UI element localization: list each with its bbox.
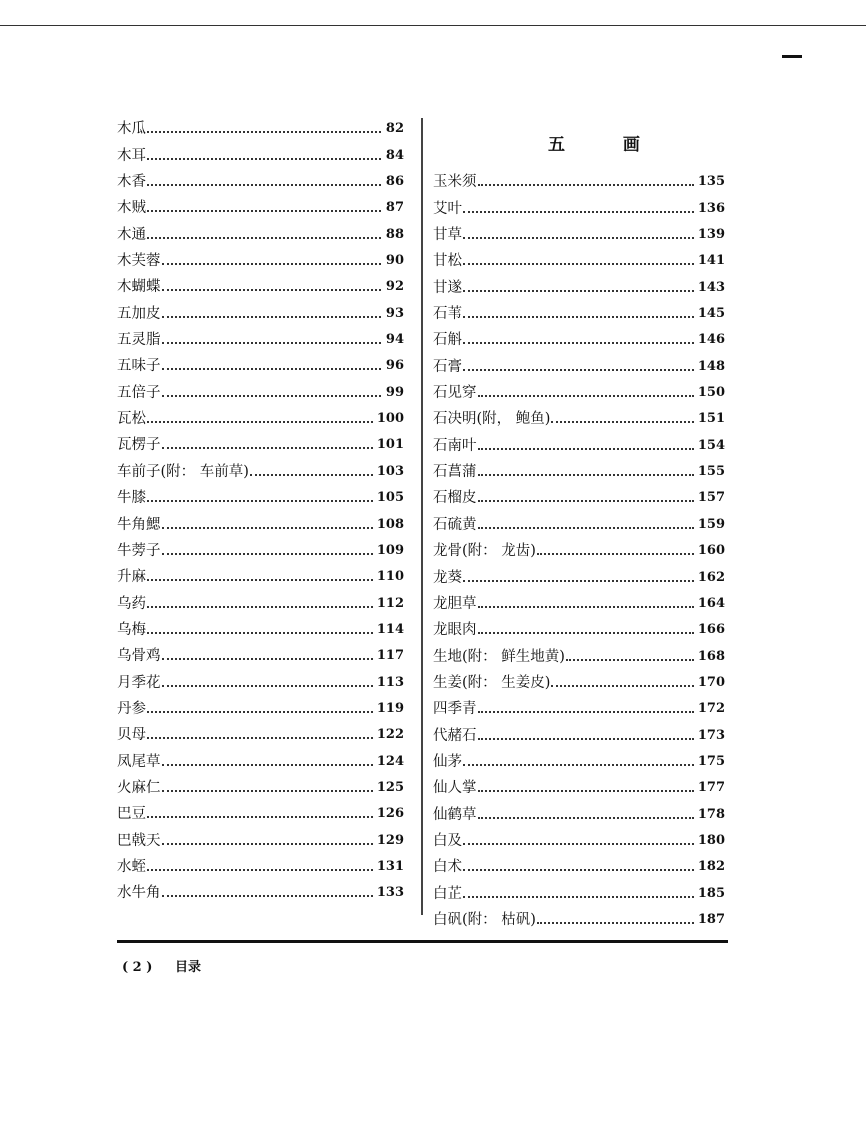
entry-name: 五倍子 — [117, 384, 161, 401]
dot-leader — [478, 817, 695, 819]
toc-entry — [117, 639, 404, 665]
entry-name: 火麻仁 — [117, 779, 161, 796]
entry-name: 木耳 — [117, 147, 146, 164]
entry-page: 145 — [697, 306, 725, 322]
toc-entry — [117, 454, 404, 480]
dot-leader — [162, 895, 374, 897]
entry-name: 甘松 — [433, 253, 462, 270]
dot-leader — [463, 237, 694, 239]
toc-entry — [117, 375, 404, 401]
entry-name: 玉米须 — [433, 174, 477, 191]
entry-name: 五味子 — [117, 358, 161, 375]
toc-entry — [117, 296, 404, 322]
toc-entry — [433, 191, 725, 217]
entry-page: 175 — [697, 753, 725, 769]
entry-page: 103 — [376, 463, 404, 479]
dot-leader — [478, 738, 695, 740]
entry-page: 172 — [697, 701, 725, 717]
dot-leader — [463, 369, 694, 371]
toc-entry — [433, 639, 725, 665]
toc-entry — [433, 718, 725, 744]
dot-leader — [147, 237, 381, 239]
entry-name: 木芙蓉 — [117, 253, 161, 270]
scan-mark — [782, 55, 802, 58]
toc-entry — [433, 745, 725, 771]
entry-name: 龙胆草 — [433, 595, 477, 612]
toc-entry — [433, 402, 725, 428]
entry-page: 84 — [385, 147, 404, 163]
entry-name: 石菖蒲 — [433, 464, 477, 481]
dot-leader — [463, 316, 694, 318]
entry-name: 瓦松 — [117, 411, 146, 428]
entry-page: 182 — [697, 859, 725, 875]
dot-leader — [478, 184, 695, 186]
entry-page: 101 — [376, 437, 404, 453]
dot-leader — [463, 843, 694, 845]
dot-leader — [463, 764, 694, 766]
toc-entry — [433, 376, 725, 402]
dot-leader — [478, 395, 695, 397]
entry-page: 124 — [376, 753, 404, 769]
entry-name: 艾叶 — [433, 200, 462, 217]
dot-leader — [147, 869, 373, 871]
dot-leader — [463, 896, 694, 898]
dot-leader — [537, 922, 694, 924]
entry-page: 113 — [376, 674, 404, 690]
top-rule — [0, 25, 866, 26]
entry-page: 146 — [697, 332, 725, 348]
toc-entry — [117, 270, 404, 296]
dot-leader — [478, 500, 695, 502]
entry-page: 87 — [385, 200, 404, 216]
entry-name: 瓦楞子 — [117, 437, 161, 454]
dot-leader — [147, 184, 381, 186]
entry-name: 贝母 — [117, 727, 146, 744]
entry-name: 龙骨(附： 龙齿) — [433, 543, 536, 560]
toc-entry — [433, 270, 725, 296]
entry-page: 141 — [697, 253, 725, 269]
dot-leader — [162, 368, 382, 370]
entry-page: 96 — [385, 358, 404, 374]
dot-leader — [162, 342, 382, 344]
entry-page: 99 — [385, 384, 404, 400]
dot-leader — [162, 289, 382, 291]
entry-name: 石硫黄 — [433, 516, 477, 533]
dot-leader — [463, 869, 694, 871]
dot-leader — [147, 711, 373, 713]
entry-page: 129 — [376, 832, 404, 848]
entry-name: 四季青 — [433, 701, 477, 718]
entry-name: 月季花 — [117, 674, 161, 691]
toc-entry — [117, 823, 404, 849]
entry-page: 82 — [385, 121, 404, 137]
dot-leader — [463, 211, 694, 213]
entry-page: 131 — [376, 858, 404, 874]
dot-leader — [537, 553, 694, 555]
entry-name: 升麻 — [117, 569, 146, 586]
entry-name: 木通 — [117, 226, 146, 243]
entry-page: 86 — [385, 174, 404, 190]
dot-leader — [551, 421, 694, 423]
toc-entry — [433, 481, 725, 507]
dot-leader — [147, 816, 373, 818]
entry-page: 159 — [697, 516, 725, 532]
entry-page: 151 — [697, 411, 725, 427]
entry-page: 154 — [697, 437, 725, 453]
toc-entry — [117, 481, 404, 507]
entry-name: 石斛 — [433, 332, 462, 349]
entry-name: 石见穿 — [433, 385, 477, 402]
entry-name: 车前子(附： 车前草) — [117, 463, 249, 480]
dot-leader — [162, 764, 374, 766]
toc-entry — [117, 692, 404, 718]
entry-name: 凤尾草 — [117, 753, 161, 770]
toc-entry — [433, 771, 725, 797]
entry-page: 133 — [376, 885, 404, 901]
entry-page: 100 — [376, 411, 404, 427]
entry-name: 牛膝 — [117, 490, 146, 507]
entry-page: 162 — [697, 569, 725, 585]
entry-name: 白及 — [433, 832, 462, 849]
section-heading: 五 画 — [548, 135, 666, 155]
page-footer — [122, 956, 219, 975]
entry-name: 甘草 — [433, 227, 462, 244]
entry-page: 122 — [376, 727, 404, 743]
dot-leader — [162, 447, 374, 449]
footer-title: 目录 — [174, 960, 201, 975]
entry-page: 150 — [697, 385, 725, 401]
entry-page: 109 — [376, 542, 404, 558]
toc-entry — [117, 718, 404, 744]
entry-name: 白芷 — [433, 885, 462, 902]
entry-page: 108 — [376, 516, 404, 532]
dot-leader — [463, 580, 694, 582]
entry-name: 仙茅 — [433, 753, 462, 770]
dot-leader — [162, 685, 374, 687]
toc-entry — [433, 507, 725, 533]
entry-page: 178 — [697, 806, 725, 822]
entry-name: 石苇 — [433, 306, 462, 323]
entry-page: 135 — [697, 174, 725, 190]
dot-leader — [478, 632, 695, 634]
toc-entry — [433, 587, 725, 613]
entry-name: 石南叶 — [433, 437, 477, 454]
toc-entry — [433, 428, 725, 454]
entry-name: 生姜(附： 生姜皮) — [433, 674, 551, 691]
dot-leader — [162, 790, 374, 792]
dot-leader — [147, 579, 373, 581]
toc-entry — [117, 191, 404, 217]
toc-entry — [117, 850, 404, 876]
entry-page: 105 — [376, 490, 404, 506]
toc-right-column — [433, 165, 725, 929]
entry-page: 136 — [697, 200, 725, 216]
toc-entry — [433, 613, 725, 639]
entry-name: 石膏 — [433, 358, 462, 375]
toc-entry — [433, 666, 725, 692]
toc-entry — [117, 613, 404, 639]
entry-name: 仙鹤草 — [433, 806, 477, 823]
entry-page: 117 — [376, 648, 404, 664]
toc-entry — [433, 349, 725, 375]
entry-name: 乌骨鸡 — [117, 648, 161, 665]
dot-leader — [162, 658, 374, 660]
entry-page: 185 — [697, 885, 725, 901]
toc-entry — [117, 876, 404, 902]
dot-leader — [147, 421, 373, 423]
dot-leader — [147, 131, 381, 133]
toc-entry — [433, 824, 725, 850]
entry-name: 水牛角 — [117, 885, 161, 902]
entry-name: 生地(附： 鲜生地黄) — [433, 648, 565, 665]
toc-entry — [433, 560, 725, 586]
entry-name: 木贼 — [117, 200, 146, 217]
entry-page: 170 — [697, 674, 725, 690]
toc-entry — [433, 323, 725, 349]
entry-page: 173 — [697, 727, 725, 743]
dot-leader — [147, 632, 373, 634]
dot-leader — [478, 527, 695, 529]
entry-name: 五灵脂 — [117, 332, 161, 349]
entry-name: 代赭石 — [433, 727, 477, 744]
toc-entry — [433, 903, 725, 929]
entry-page: 157 — [697, 490, 725, 506]
entry-name: 牛角鰓 — [117, 516, 161, 533]
toc-entry — [117, 665, 404, 691]
toc-entry — [433, 455, 725, 481]
entry-page: 88 — [385, 226, 404, 242]
entry-page: 155 — [697, 464, 725, 480]
entry-name: 甘遂 — [433, 279, 462, 296]
dot-leader — [162, 395, 382, 397]
entry-name: 木香 — [117, 174, 146, 191]
entry-page: 125 — [376, 779, 404, 795]
toc-left-column — [117, 112, 404, 902]
entry-name: 龙葵 — [433, 569, 462, 586]
toc-entry — [117, 428, 404, 454]
toc-entry — [433, 797, 725, 823]
dot-leader — [463, 263, 694, 265]
dot-leader — [147, 210, 381, 212]
entry-page: 114 — [376, 621, 404, 637]
entry-name: 牛蒡子 — [117, 542, 161, 559]
entry-name: 乌药 — [117, 595, 146, 612]
entry-name: 石决明(附， 鲍鱼) — [433, 411, 551, 428]
entry-page: 143 — [697, 279, 725, 295]
entry-name: 五加皮 — [117, 305, 161, 322]
dot-leader — [478, 448, 695, 450]
dot-leader — [147, 606, 373, 608]
entry-name: 龙眼肉 — [433, 622, 477, 639]
dot-leader — [162, 843, 374, 845]
entry-name: 丹参 — [117, 700, 146, 717]
toc-entry — [117, 112, 404, 138]
entry-name: 乌梅 — [117, 621, 146, 638]
entry-page: 187 — [697, 911, 725, 927]
column-divider — [421, 118, 423, 915]
dot-leader — [566, 659, 694, 661]
toc-entry — [433, 244, 725, 270]
entry-name: 仙人掌 — [433, 780, 477, 797]
dot-leader — [478, 606, 695, 608]
entry-name: 白术 — [433, 859, 462, 876]
toc-entry — [117, 349, 404, 375]
toc-entry — [433, 692, 725, 718]
toc-entry — [117, 771, 404, 797]
entry-page: 164 — [697, 595, 725, 611]
entry-page: 139 — [697, 227, 725, 243]
entry-page: 168 — [697, 648, 725, 664]
dot-leader — [478, 711, 695, 713]
entry-name: 木瓜 — [117, 121, 146, 138]
entry-page: 148 — [697, 358, 725, 374]
entry-page: 126 — [376, 806, 404, 822]
dot-leader — [478, 474, 695, 476]
toc-entry — [433, 218, 725, 244]
bottom-rule — [117, 940, 728, 943]
dot-leader — [162, 553, 374, 555]
toc-entry — [433, 876, 725, 902]
toc-entry — [433, 297, 725, 323]
toc-entry — [117, 138, 404, 164]
entry-page: 94 — [385, 332, 404, 348]
entry-page: 160 — [697, 543, 725, 559]
dot-leader — [551, 685, 694, 687]
toc-entry — [433, 165, 725, 191]
toc-entry — [117, 534, 404, 560]
toc-entry — [433, 850, 725, 876]
entry-page: 93 — [385, 305, 404, 321]
entry-page: 90 — [385, 253, 404, 269]
toc-entry — [117, 797, 404, 823]
entry-page: 119 — [376, 700, 404, 716]
entry-name: 巴戟天 — [117, 832, 161, 849]
toc-entry — [117, 560, 404, 586]
toc-entry — [117, 402, 404, 428]
toc-entry — [117, 507, 404, 533]
dot-leader — [250, 474, 373, 476]
toc-entry — [117, 165, 404, 191]
entry-page: 166 — [697, 622, 725, 638]
entry-name: 巴豆 — [117, 806, 146, 823]
dot-leader — [463, 342, 694, 344]
dot-leader — [162, 316, 382, 318]
toc-entry — [117, 217, 404, 243]
toc-entry — [117, 744, 404, 770]
entry-name: 石榴皮 — [433, 490, 477, 507]
dot-leader — [463, 290, 694, 292]
entry-page: 110 — [376, 569, 404, 585]
entry-page: 92 — [385, 279, 404, 295]
dot-leader — [147, 158, 381, 160]
dot-leader — [147, 500, 373, 502]
entry-name: 水蛭 — [117, 858, 146, 875]
page-number: ( 2 ) — [122, 960, 153, 975]
entry-page: 180 — [697, 832, 725, 848]
toc-entry — [117, 244, 404, 270]
entry-page: 177 — [697, 780, 725, 796]
dot-leader — [147, 737, 373, 739]
dot-leader — [478, 790, 695, 792]
dot-leader — [162, 527, 374, 529]
dot-leader — [162, 263, 382, 265]
toc-entry — [433, 534, 725, 560]
entry-page: 112 — [376, 595, 404, 611]
entry-name: 白矾(附： 枯矾) — [433, 911, 536, 928]
entry-name: 木蝴蝶 — [117, 279, 161, 296]
toc-entry — [117, 323, 404, 349]
toc-entry — [117, 586, 404, 612]
